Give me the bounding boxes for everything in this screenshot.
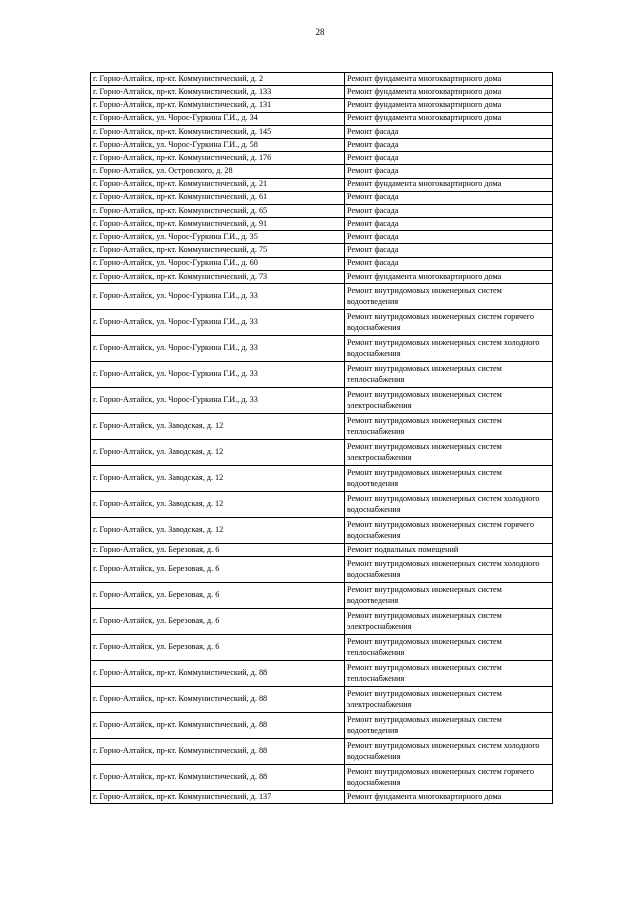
address-cell: г. Горно-Алтайск, пр-кт. Коммунистический, д. 73 [91, 270, 345, 283]
table-row [91, 218, 553, 231]
address-cell: г. Горно-Алтайск, пр-кт. Коммунистический, д. 88 [91, 713, 345, 739]
table-body [91, 73, 553, 804]
work-type-cell: Ремонт фундамента многоквартирного дома [345, 112, 553, 125]
table-row [91, 492, 553, 518]
work-type-cell: Ремонт фасада [345, 165, 553, 178]
work-type-cell: Ремонт фундамента многоквартирного дома [345, 99, 553, 112]
address-cell: г. Горно-Алтайск, ул. Березовая, д. 6 [91, 544, 345, 557]
work-type-cell: Ремонт внутридомовых инженерных систем водоотведения [345, 284, 553, 310]
table-row [91, 204, 553, 217]
address-cell: г. Горно-Алтайск, ул. Заводская, д. 12 [91, 492, 345, 518]
work-type-cell: Ремонт внутридомовых инженерных систем горячего водоснабжения [345, 310, 553, 336]
work-type-cell: Ремонт фасада [345, 218, 553, 231]
address-cell: г. Горно-Алтайск, пр-кт. Коммунистический, д. 61 [91, 191, 345, 204]
address-cell: г. Горно-Алтайск, ул. Березовая, д. 6 [91, 609, 345, 635]
table-row [91, 414, 553, 440]
work-type-cell: Ремонт внутридомовых инженерных систем теплоснабжения [345, 414, 553, 440]
address-cell: г. Горно-Алтайск, ул. Чорос-Гуркина Г.И., д. 33 [91, 388, 345, 414]
address-cell: г. Горно-Алтайск, ул. Чорос-Гуркина Г.И., д. 33 [91, 362, 345, 388]
table-row [91, 661, 553, 687]
work-type-cell: Ремонт внутридомовых инженерных систем водоотведения [345, 466, 553, 492]
table-row [91, 713, 553, 739]
address-cell: г. Горно-Алтайск, ул. Заводская, д. 12 [91, 518, 345, 544]
work-type-cell: Ремонт внутридомовых инженерных систем электроснабжения [345, 687, 553, 713]
work-type-cell: Ремонт внутридомовых инженерных систем электроснабжения [345, 440, 553, 466]
address-cell: г. Горно-Алтайск, ул. Заводская, д. 12 [91, 440, 345, 466]
address-cell: г. Горно-Алтайск, пр-кт. Коммунистический, д. 88 [91, 687, 345, 713]
address-cell: г. Горно-Алтайск, ул. Островского, д. 28 [91, 165, 345, 178]
work-type-cell: Ремонт фундамента многоквартирного дома [345, 270, 553, 283]
work-type-cell: Ремонт внутридомовых инженерных систем теплоснабжения [345, 635, 553, 661]
address-cell: г. Горно-Алтайск, ул. Чорос-Гуркина Г.И., д. 33 [91, 284, 345, 310]
address-cell: г. Горно-Алтайск, пр-кт. Коммунистический, д. 88 [91, 661, 345, 687]
address-cell: г. Горно-Алтайск, ул. Чорос-Гуркина Г.И., д. 58 [91, 138, 345, 151]
table-row [91, 73, 553, 86]
table-row [91, 112, 553, 125]
work-type-cell: Ремонт внутридомовых инженерных систем электроснабжения [345, 388, 553, 414]
address-cell: г. Горно-Алтайск, пр-кт. Коммунистический, д. 133 [91, 86, 345, 99]
table-row [91, 583, 553, 609]
work-type-cell: Ремонт внутридомовых инженерных систем холодного водоснабжения [345, 739, 553, 765]
table-row [91, 284, 553, 310]
table-row [91, 191, 553, 204]
work-type-cell: Ремонт фасада [345, 152, 553, 165]
address-cell: г. Горно-Алтайск, ул. Чорос-Гуркина Г.И., д. 34 [91, 112, 345, 125]
address-cell: г. Горно-Алтайск, пр-кт. Коммунистический, д. 176 [91, 152, 345, 165]
work-type-cell: Ремонт внутридомовых инженерных систем холодного водоснабжения [345, 336, 553, 362]
address-cell: г. Горно-Алтайск, ул. Чорос-Гуркина Г.И., д. 33 [91, 310, 345, 336]
table-row [91, 244, 553, 257]
work-type-cell: Ремонт фасада [345, 204, 553, 217]
work-type-cell: Ремонт внутридомовых инженерных систем теплоснабжения [345, 362, 553, 388]
table-row [91, 518, 553, 544]
work-type-cell: Ремонт фундамента многоквартирного дома [345, 73, 553, 86]
table-row [91, 388, 553, 414]
table-row [91, 152, 553, 165]
table-row [91, 557, 553, 583]
work-type-cell: Ремонт внутридомовых инженерных систем водоотведения [345, 583, 553, 609]
table-row [91, 635, 553, 661]
work-type-cell: Ремонт внутридомовых инженерных систем горячего водоснабжения [345, 765, 553, 791]
address-cell: г. Горно-Алтайск, пр-кт. Коммунистический, д. 145 [91, 125, 345, 138]
table-row [91, 739, 553, 765]
address-cell: г. Горно-Алтайск, ул. Чорос-Гуркина Г.И., д. 60 [91, 257, 345, 270]
table-row [91, 138, 553, 151]
table-row [91, 310, 553, 336]
address-cell: г. Горно-Алтайск, пр-кт. Коммунистический, д. 91 [91, 218, 345, 231]
work-type-cell: Ремонт подвальных помещений [345, 544, 553, 557]
work-type-cell: Ремонт внутридомовых инженерных систем электроснабжения [345, 609, 553, 635]
work-type-cell: Ремонт внутридомовых инженерных систем холодного водоснабжения [345, 557, 553, 583]
work-type-cell: Ремонт фасада [345, 125, 553, 138]
table-row [91, 765, 553, 791]
address-cell: г. Горно-Алтайск, пр-кт. Коммунистический, д. 2 [91, 73, 345, 86]
repair-table [90, 72, 553, 804]
table-row [91, 336, 553, 362]
address-cell: г. Горно-Алтайск, пр-кт. Коммунистический, д. 88 [91, 739, 345, 765]
table-row [91, 86, 553, 99]
address-cell: г. Горно-Алтайск, пр-кт. Коммунистический, д. 88 [91, 765, 345, 791]
work-type-cell: Ремонт фасада [345, 257, 553, 270]
address-cell: г. Горно-Алтайск, пр-кт. Коммунистический, д. 65 [91, 204, 345, 217]
table-row [91, 178, 553, 191]
table-row [91, 687, 553, 713]
address-cell: г. Горно-Алтайск, пр-кт. Коммунистический, д. 137 [91, 791, 345, 804]
address-cell: г. Горно-Алтайск, ул. Березовая, д. 6 [91, 557, 345, 583]
work-type-cell: Ремонт фасада [345, 191, 553, 204]
work-type-cell: Ремонт внутридомовых инженерных систем горячего водоснабжения [345, 518, 553, 544]
table-row [91, 125, 553, 138]
table-row [91, 362, 553, 388]
address-cell: г. Горно-Алтайск, ул. Заводская, д. 12 [91, 414, 345, 440]
table-row [91, 440, 553, 466]
work-type-cell: Ремонт фундамента многоквартирного дома [345, 178, 553, 191]
address-cell: г. Горно-Алтайск, пр-кт. Коммунистический, д. 131 [91, 99, 345, 112]
work-type-cell: Ремонт фасада [345, 138, 553, 151]
table-row [91, 99, 553, 112]
address-cell: г. Горно-Алтайск, ул. Заводская, д. 12 [91, 466, 345, 492]
address-cell: г. Горно-Алтайск, пр-кт. Коммунистический, д. 21 [91, 178, 345, 191]
address-cell: г. Горно-Алтайск, ул. Березовая, д. 6 [91, 635, 345, 661]
table-row [91, 791, 553, 804]
table-row [91, 165, 553, 178]
address-cell: г. Горно-Алтайск, ул. Березовая, д. 6 [91, 583, 345, 609]
page-number: 28 [315, 27, 325, 37]
work-type-cell: Ремонт внутридомовых инженерных систем теплоснабжения [345, 661, 553, 687]
table-row [91, 609, 553, 635]
table-row [91, 270, 553, 283]
address-cell: г. Горно-Алтайск, ул. Чорос-Гуркина Г.И., д. 33 [91, 336, 345, 362]
work-type-cell: Ремонт фундамента многоквартирного дома [345, 86, 553, 99]
work-type-cell: Ремонт внутридомовых инженерных систем водоотведения [345, 713, 553, 739]
table-row [91, 231, 553, 244]
work-type-cell: Ремонт фасада [345, 244, 553, 257]
work-type-cell: Ремонт внутридомовых инженерных систем холодного водоснабжения [345, 492, 553, 518]
address-cell: г. Горно-Алтайск, пр-кт. Коммунистический, д. 75 [91, 244, 345, 257]
work-type-cell: Ремонт фасада [345, 231, 553, 244]
table-row [91, 466, 553, 492]
work-type-cell: Ремонт фундамента многоквартирного дома [345, 791, 553, 804]
table-row [91, 544, 553, 557]
table-row [91, 257, 553, 270]
address-cell: г. Горно-Алтайск, ул. Чорос-Гуркина Г.И., д. 35 [91, 231, 345, 244]
